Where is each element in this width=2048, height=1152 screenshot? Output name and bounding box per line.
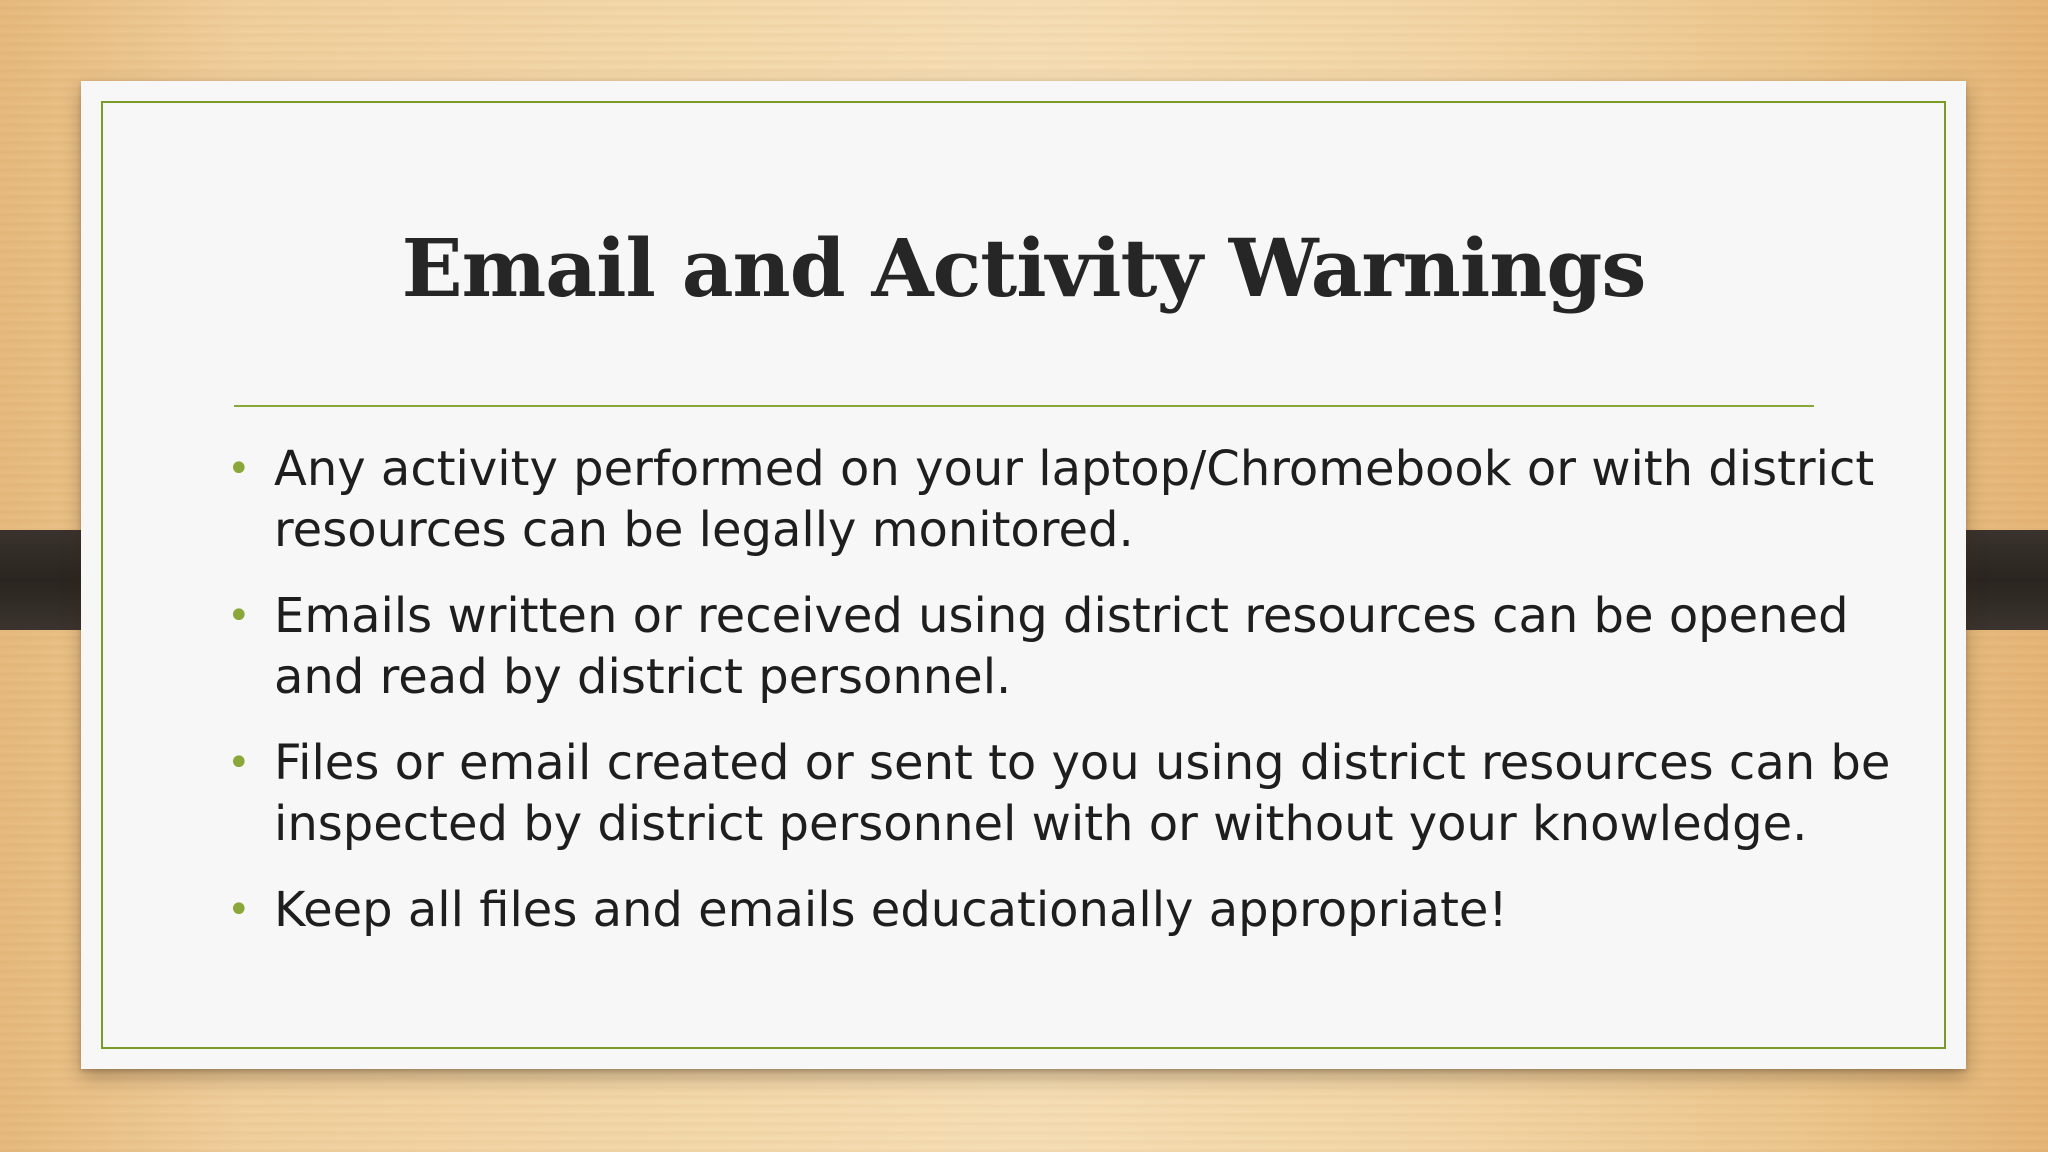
bullet-text: Keep all files and emails educationally appropriate!: [274, 882, 1508, 938]
bullet-item: [227, 586, 1917, 708]
bullet-dot-icon: •: [227, 446, 251, 492]
bullet-dot-icon: •: [227, 593, 251, 639]
bullet-dot-icon: •: [227, 887, 251, 933]
bullet-item: [227, 733, 1917, 855]
bullet-item: [227, 880, 1917, 941]
bullet-dot-icon: •: [227, 740, 251, 786]
slide-title: Email and Activity Warnings: [401, 221, 1646, 315]
bullet-text: Any activity performed on your laptop/Chromebook or with district resources can be legally monitored.: [274, 441, 1875, 558]
slide-card: [81, 81, 1966, 1069]
bullet-text: Files or email created or sent to you using district resources can be inspected by district personnel with or without your knowledge.: [274, 735, 1891, 852]
bullet-item: [227, 439, 1917, 561]
title-divider: [234, 405, 1814, 407]
bullet-list: [227, 439, 1917, 966]
bullet-text: Emails written or received using district resources can be opened and read by district personnel.: [274, 588, 1849, 705]
